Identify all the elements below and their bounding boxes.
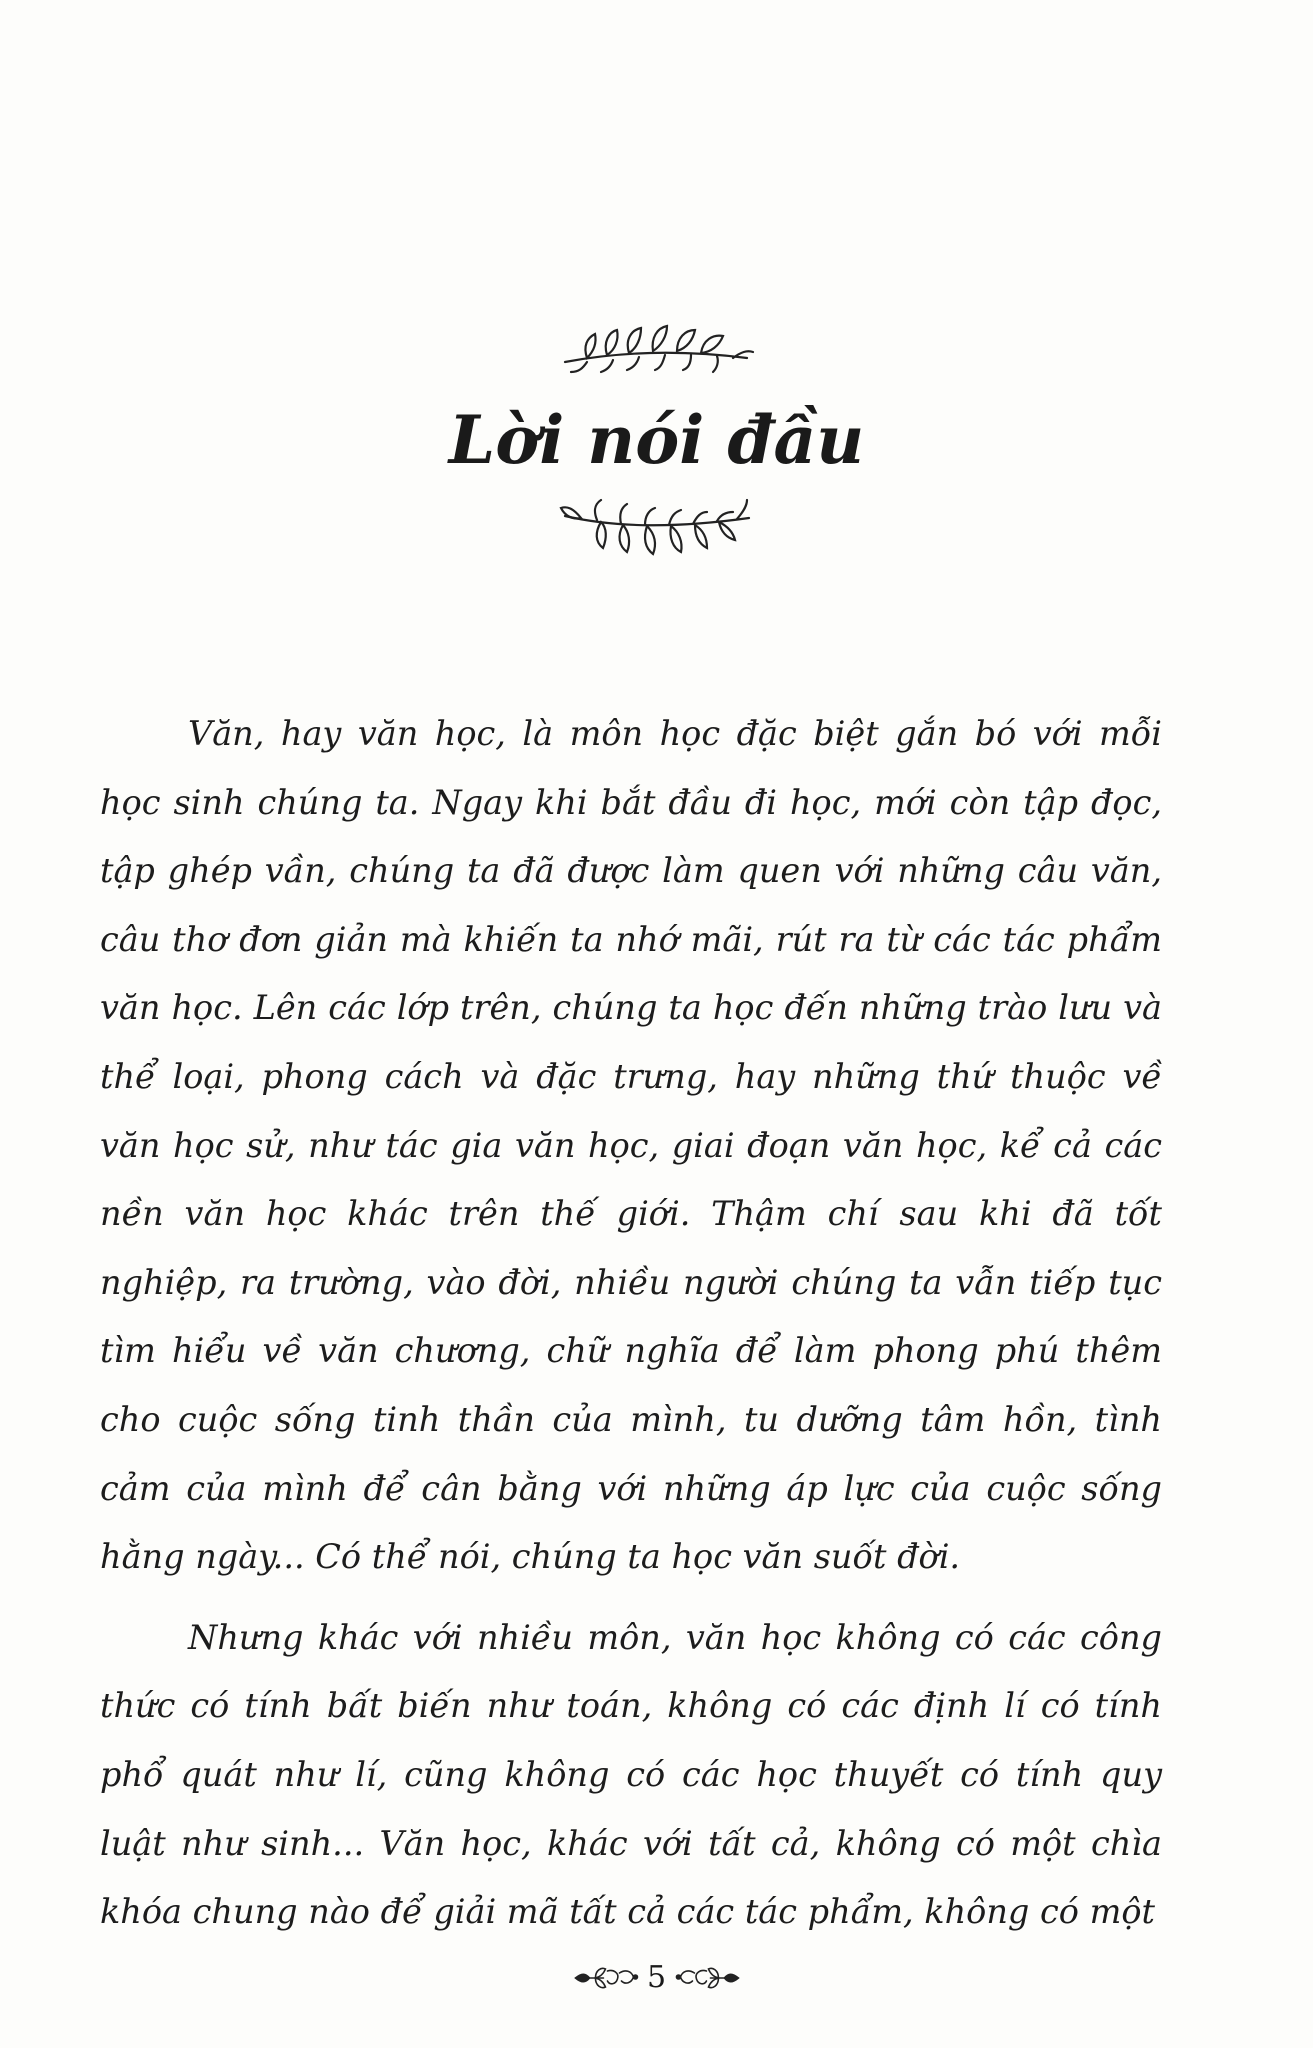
page-number: 5 <box>646 1960 667 1995</box>
floral-flourish-icon <box>573 1965 639 1991</box>
body-text <box>100 700 1162 1947</box>
laurel-branch-icon <box>557 498 757 558</box>
floral-flourish-icon <box>674 1965 740 1991</box>
page-title: Lời nói đầu <box>448 401 865 479</box>
paragraph: Nhưng khác với nhiều môn, văn học không có các công thức có tính bất biến như toán, không có các định lí có tính phổ quát như lí, cũng không có các học thuyết có tính quy luật như sinh... Văn học, khác với tất cả, không có một chìa khóa chung nào để giải mã tất cả các tác phẩm, không có một <box>100 1617 1162 1932</box>
paragraph: Văn, hay văn học, là môn học đặc biệt gắn bó với mỗi học sinh chúng ta. Ngay khi bắt đầu đi học, mới còn tập đọc, tập ghép vần, chúng ta đã được làm quen với những câu văn, câu thơ đơn giản mà khiến ta nhớ mãi, rút ra từ các tác phẩm văn học. Lên các lớp trên, chúng ta học đến những trào lưu và thể loại, phong cách và đặc trưng, hay những thứ thuộc về văn học sử, như tác gia văn học, giai đoạn văn học, kể cả các nền văn học khác trên thế giới. Thậm chí sau khi đã tốt nghiệp, ra trường, vào đời, nhiều người chúng ta vẫn tiếp tục tìm hiểu về văn chương, chữ nghĩa để làm phong phú thêm cho cuộc sống tinh thần của mình, tu dưỡng tâm hồn, tình cảm của mình để cân bằng với những áp lực của cuộc sống hằng ngày... Có thể nói, chúng ta học văn suốt đời. <box>100 714 1162 1577</box>
page-footer <box>573 1958 740 1998</box>
laurel-branch-icon <box>557 318 757 374</box>
